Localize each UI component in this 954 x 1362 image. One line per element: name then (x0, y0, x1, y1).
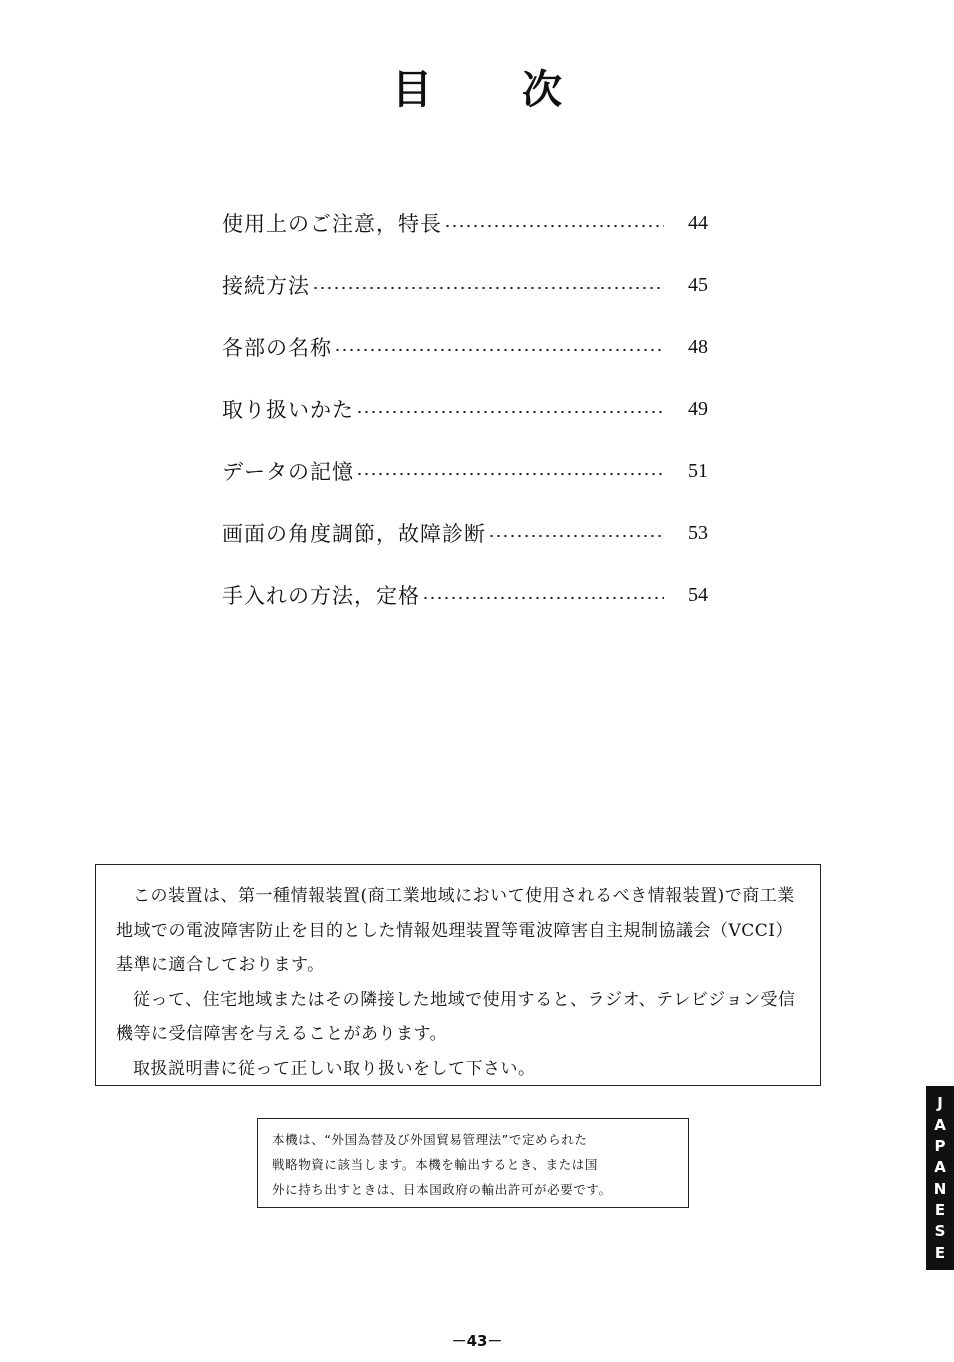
vcci-notice-box (95, 864, 821, 1086)
toc-entry[interactable] (222, 564, 708, 626)
toc-entry-page: 45 (688, 273, 708, 296)
export-line-2: 戦略物資に該当します。本機を輸出するとき、または国 (272, 1157, 599, 1172)
side-tab-letter: E (934, 1200, 946, 1219)
title-char-2: 次 (522, 67, 562, 113)
toc-leader-dots (334, 348, 664, 352)
toc-entry-page: 54 (688, 583, 708, 606)
side-tab-letter: J (937, 1094, 943, 1113)
title-char-1: 目 (392, 67, 432, 113)
toc-leader-dots (444, 224, 664, 228)
page-title (0, 62, 954, 118)
toc-entry-page: 53 (688, 521, 708, 544)
side-tab-letter: A (934, 1158, 946, 1177)
toc-entry[interactable] (222, 502, 708, 564)
toc-leader-dots (312, 286, 664, 290)
side-tab-letter: N (933, 1179, 947, 1198)
vcci-paragraph-3: 取扱説明書に従って正しい取り扱いをして下さい。 (133, 1058, 536, 1079)
table-of-contents (222, 192, 708, 626)
language-side-tab (926, 1086, 954, 1270)
toc-entry-label: 接続方法 (222, 274, 310, 298)
toc-entry-page: 44 (688, 211, 708, 234)
toc-leader-dots (488, 534, 664, 538)
toc-entry-label: 手入れの方法，定格 (222, 584, 420, 608)
toc-entry-page: 49 (688, 397, 708, 420)
side-tab-letter: P (934, 1136, 946, 1155)
toc-entry[interactable] (222, 440, 708, 502)
toc-entry-page: 51 (688, 459, 708, 482)
toc-entry-label: データの記憶 (222, 460, 354, 484)
toc-leader-dots (356, 472, 664, 476)
toc-entry-label: 各部の名称 (222, 336, 332, 360)
vcci-paragraph-1: この装置は、第一種情報装置(商工業地域において使用されるべき情報装置)で商工業地域での電波障害防止を目的とした情報処理装置等電波障害自主規制協議会（VCCI）基準に適合しております。 (116, 886, 795, 975)
toc-leader-dots (422, 596, 664, 600)
side-tab-letter: A (934, 1115, 946, 1134)
vcci-paragraph-2: 従って、住宅地域またはその隣接した地域で使用すると、ラジオ、テレビジョン受信機等に受信障害を与えることがあります。 (116, 989, 796, 1044)
toc-entry-label: 取り扱いかた (222, 398, 354, 422)
toc-entry[interactable] (222, 316, 708, 378)
page-number: －43－ (451, 1332, 503, 1350)
toc-leader-dots (356, 410, 664, 414)
toc-entry-label: 使用上のご注意，特長 (222, 212, 442, 236)
side-tab-letter: S (934, 1222, 946, 1241)
toc-entry-page: 48 (688, 335, 708, 358)
toc-entry[interactable] (222, 378, 708, 440)
export-line-1: 本機は、“外国為替及び外国貿易管理法”で定められた (272, 1132, 588, 1147)
toc-entry[interactable] (222, 254, 708, 316)
export-line-3: 外に持ち出すときは、日本国政府の輸出許可が必要です。 (272, 1182, 612, 1197)
export-notice-box (257, 1118, 689, 1208)
toc-entry[interactable] (222, 192, 708, 254)
side-tab-letter: E (934, 1243, 946, 1262)
toc-entry-label: 画面の角度調節，故障診断 (222, 522, 486, 546)
